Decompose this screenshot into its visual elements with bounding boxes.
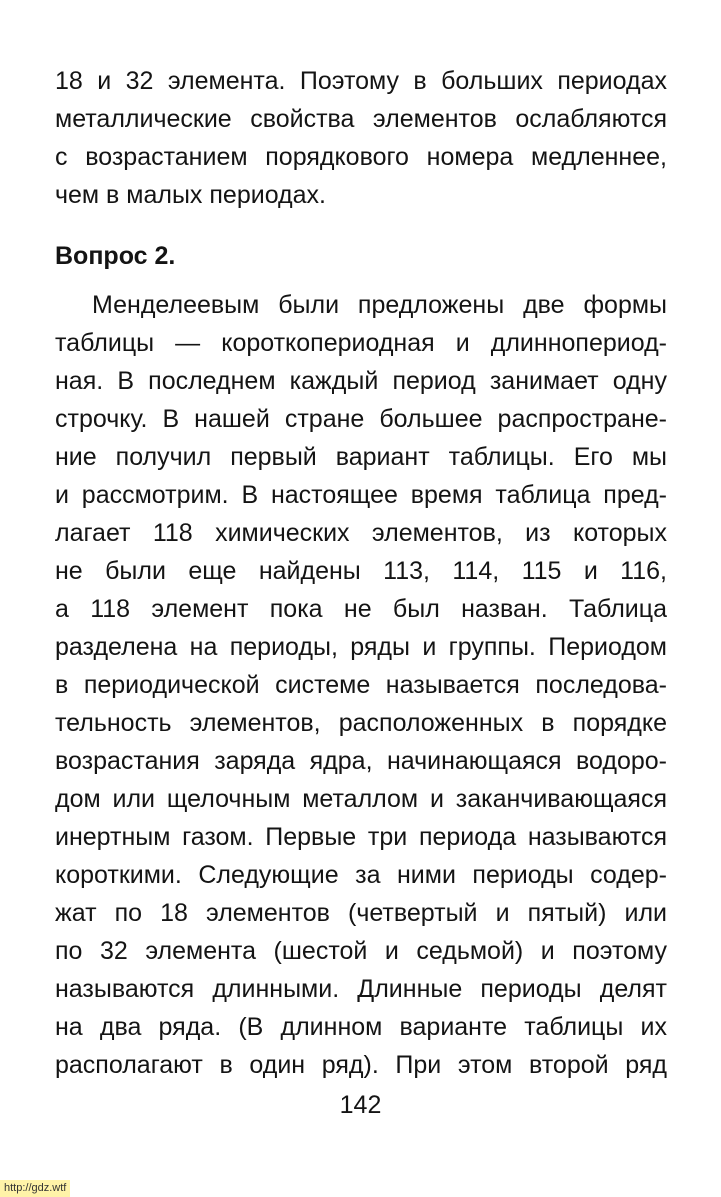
text-line: располагают в один ряд). При этом второй ряд <box>55 1051 667 1079</box>
text-line: ние получил первый вариант таблицы. Его мы <box>55 443 667 471</box>
text-line: дом или щелочным металлом и заканчивающаяся <box>55 785 667 813</box>
text-line: металлические свойства элементов ослабляются <box>55 105 667 133</box>
section-heading: Вопрос 2. <box>55 242 176 270</box>
text-line: возрастания заряда ядра, начинающаяся водоро- <box>55 747 667 775</box>
text-line: тельность элементов, расположенных в порядке <box>55 709 667 737</box>
text-line: разделена на периоды, ряды и группы. Периодом <box>55 633 667 661</box>
text-line: лагает 118 химических элементов, из которых <box>55 519 667 547</box>
text-line: с возрастанием порядкового номера медленнее, <box>55 143 667 171</box>
text-line: ная. В последнем каждый период занимает одну <box>55 367 667 395</box>
text-line: короткими. Следующие за ними периоды содер- <box>55 861 667 889</box>
text-line: строчку. В нашей стране большее распростране- <box>55 405 667 433</box>
text-line: не были еще найдены 113, 114, 115 и 116, <box>55 557 667 585</box>
text-line: инертным газом. Первые три периода называются <box>55 823 667 851</box>
text-line: называются длинными. Длинные периоды делят <box>55 975 667 1003</box>
watermark-link[interactable]: http://gdz.wtf <box>0 1180 70 1197</box>
text-line: чем в малых периодах. <box>55 181 326 209</box>
page-number: 142 <box>339 1091 382 1119</box>
text-line: Менделеевым были предложены две формы <box>92 291 667 319</box>
text-line: таблицы — короткопериодная и длиннопериод- <box>55 329 667 357</box>
text-line: 18 и 32 элемента. Поэтому в больших периодах <box>55 67 667 95</box>
text-line: и рассмотрим. В настоящее время таблица пред- <box>55 481 667 509</box>
text-line: жат по 18 элементов (четвертый и пятый) или <box>55 899 667 927</box>
text-line: в периодической системе называется последова- <box>55 671 667 699</box>
text-line: на два ряда. (В длинном варианте таблицы их <box>55 1013 667 1041</box>
text-line: по 32 элемента (шестой и седьмой) и поэтому <box>55 937 667 965</box>
text-line: а 118 элемент пока не был назван. Таблица <box>55 595 667 623</box>
